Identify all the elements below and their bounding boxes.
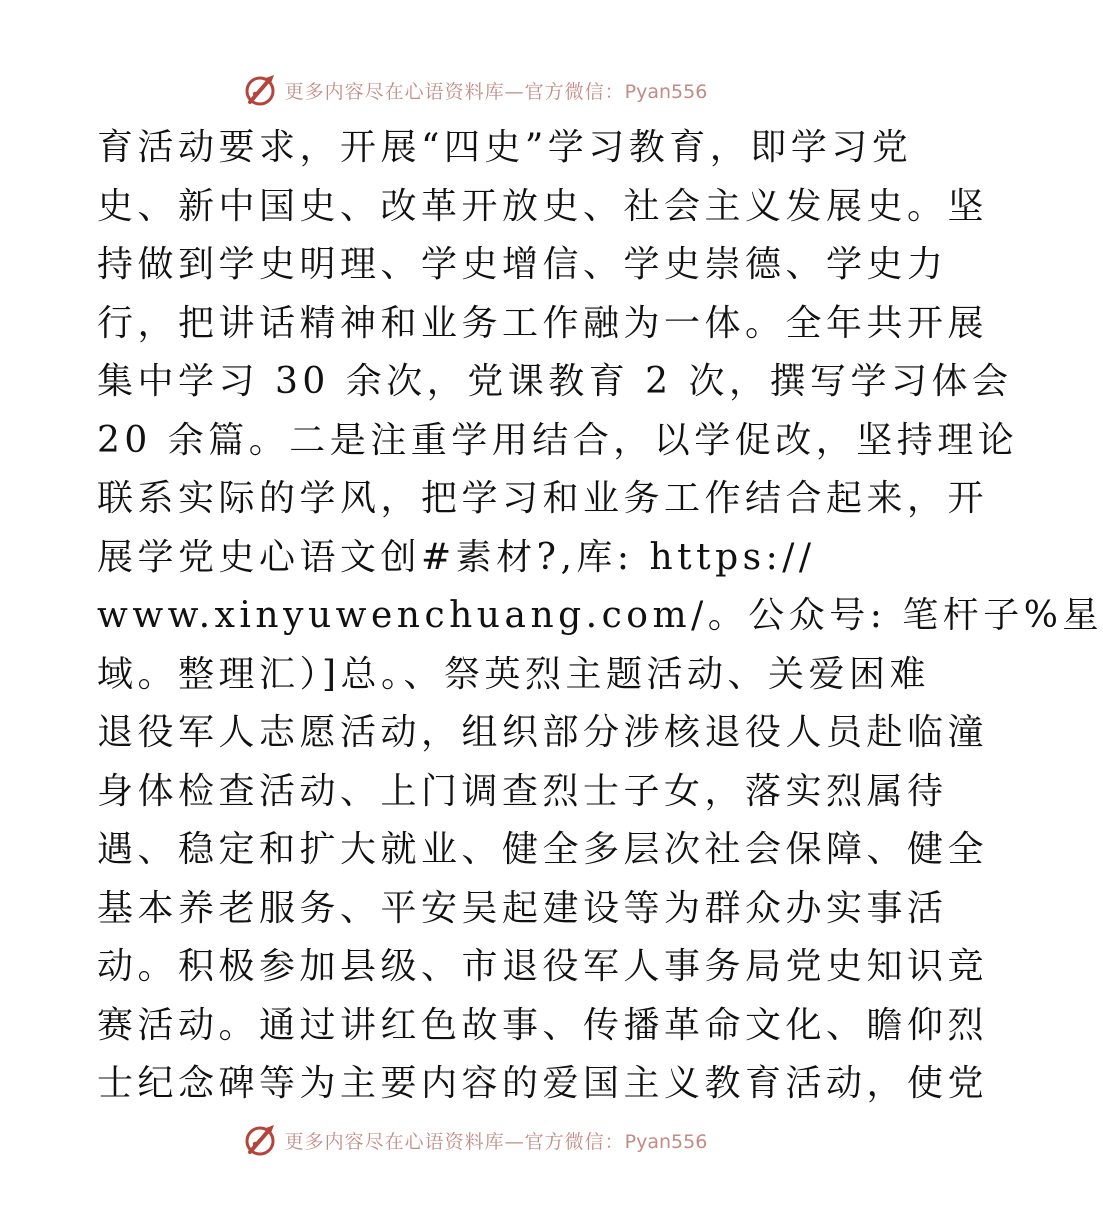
body-line: 行，把讲话精神和业务工作融为一体。全年共开展 [97, 302, 989, 344]
body-line: 身体检查活动、上门调查烈士子女，落实烈属待 [97, 770, 948, 812]
body-line: 遇、稳定和扩大就业、健全多层次社会保障、健全 [97, 829, 989, 870]
body-line: 史、新中国史、改革开放史、社会主义发展史。坚 [97, 185, 989, 227]
body-line: 集中学习 30 余次，党课教育 2 次，撰写学习体会 [97, 361, 1013, 402]
body-line: www.xinyuwenchuang.com/。公众号: 笔杆子%星 [97, 595, 1103, 636]
body-line: 士纪念碑等为主要内容的爱国主义教育活动，使党 [97, 1063, 989, 1104]
footer-banner [0, 1120, 950, 1160]
body-line: 基本养老服务、平安吴起建设等为群众办实事活 [97, 887, 948, 929]
body-line: 退役军人志愿活动，组织部分涉核退役人员赴临潼 [97, 712, 989, 753]
body-line: 赛活动。通过讲红色故事、传播革命文化、瞻仰烈 [97, 1004, 989, 1046]
header-banner-text: 更多内容尽在心语资料库—官方微信：Pyan556 [284, 80, 708, 103]
body-line: 持做到学史明理、学史增信、学史崇德、学史力 [97, 244, 948, 285]
body-line: 育活动要求，开展“四史”学习教育，即学习党 [97, 127, 913, 168]
header-banner-id: Pyan556 [624, 80, 708, 103]
body-line: 20 余篇。二是注重学用结合，以学促改，坚持理论 [97, 419, 1019, 461]
pen-logo-icon [243, 73, 277, 107]
body-line: 域。整理汇）]总。、祭英烈主题活动、关爱困难 [97, 653, 931, 695]
footer-banner-text: 更多内容尽在心语资料库—官方微信：Pyan556 [284, 1130, 708, 1153]
footer-banner-id: Pyan556 [624, 1130, 708, 1153]
body-line: 展学党史心语文创#素材?,库: https:// [97, 536, 816, 578]
body-line: 联系实际的学风，把学习和业务工作结合起来，开 [97, 478, 989, 519]
document-body [97, 119, 1103, 1114]
header-banner [0, 70, 950, 110]
body-line: 动。积极参加县级、市退役军人事务局党史知识竞 [97, 946, 989, 987]
pen-logo-icon [243, 1123, 277, 1157]
